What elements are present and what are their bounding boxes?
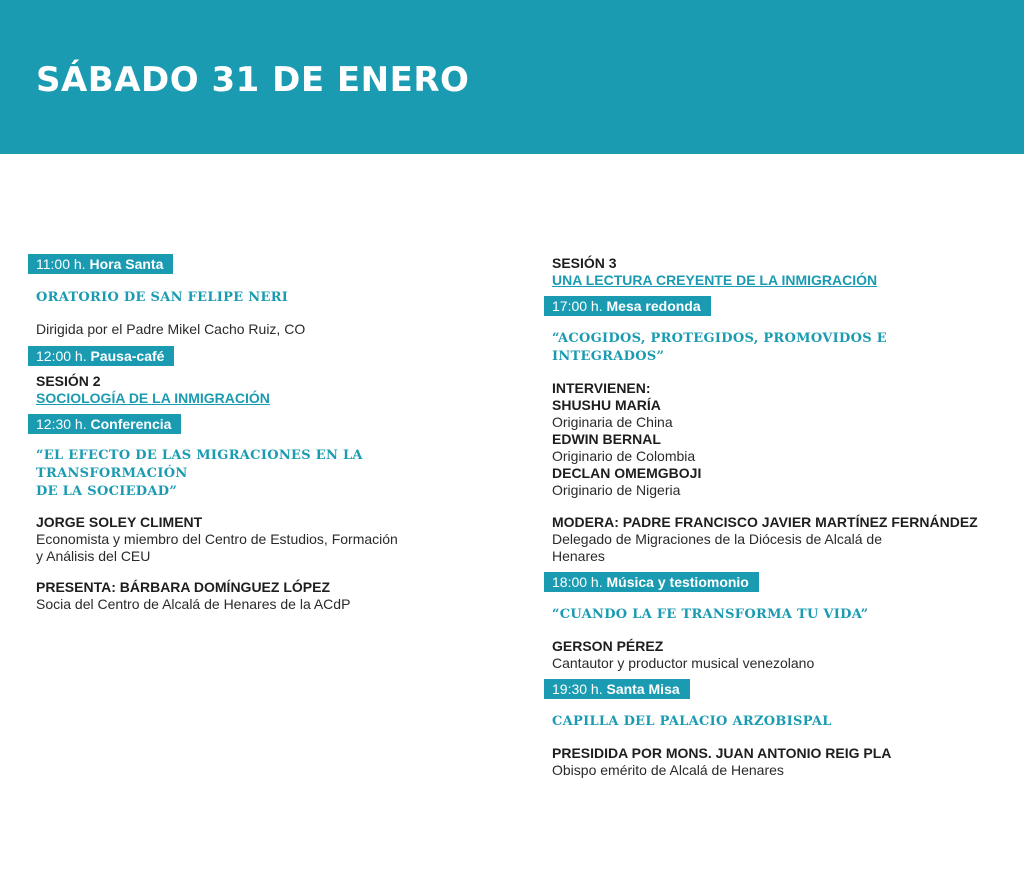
time-badge-1700 bbox=[544, 296, 711, 316]
time-label: Conferencia bbox=[90, 416, 172, 432]
panelist-origin: Originaria de China bbox=[552, 414, 673, 430]
time-badge-1800 bbox=[544, 572, 759, 592]
panelist-name: EDWIN BERNAL bbox=[552, 431, 661, 447]
header-banner bbox=[0, 0, 1024, 154]
time-label: Música y testiomonio bbox=[606, 574, 749, 590]
session-title-link[interactable]: UNA LECTURA CREYENTE DE LA INMIGRACIÓN bbox=[552, 272, 878, 288]
time-badge-1200 bbox=[28, 346, 174, 366]
presenter-role: Socia del Centro de Alcalá de Henares de la ACdP bbox=[36, 596, 351, 612]
celebrant-name: PRESIDIDA POR MONS. JUAN ANTONIO REIG PLA bbox=[552, 745, 892, 761]
round-table-title: “ACOGIDOS, PROTEGIDOS, PROMOVIDOS E INTEGRADOS” bbox=[552, 331, 887, 364]
musician-role: Cantautor y productor musical venezolano bbox=[552, 655, 815, 671]
talk-title-line1: “EL EFECTO DE LAS MIGRACIONES EN LA TRANSFORMACIÓN bbox=[36, 448, 363, 481]
session-label: SESIÓN 2 bbox=[36, 373, 101, 389]
time-label: Hora Santa bbox=[89, 256, 164, 272]
time-value: 18:00 h. bbox=[552, 574, 603, 590]
left-column bbox=[28, 254, 498, 613]
time-value: 19:30 h. bbox=[552, 681, 603, 697]
panel-heading: INTERVIENEN: bbox=[552, 380, 651, 396]
time-badge-1930 bbox=[544, 679, 690, 699]
musician-name: GERSON PÉREZ bbox=[552, 638, 664, 654]
session-title-link[interactable]: SOCIOLOGÍA DE LA INMIGRACIÓN bbox=[36, 390, 270, 406]
mass-venue: CAPILLA DEL PALACIO ARZOBISPAL bbox=[552, 714, 832, 729]
time-badge-1100 bbox=[28, 254, 173, 274]
venue-description: Dirigida por el Padre Mikel Cacho Ruiz, CO bbox=[36, 321, 306, 337]
right-column bbox=[544, 255, 1004, 779]
music-title: “CUANDO LA FE TRANSFORMA TU VIDA” bbox=[552, 607, 869, 622]
celebrant-role: Obispo emérito de Alcalá de Henares bbox=[552, 762, 784, 778]
time-value: 11:00 h. bbox=[36, 256, 86, 272]
time-label: Mesa redonda bbox=[606, 298, 701, 314]
venue-title: ORATORIO DE SAN FELIPE NERI bbox=[36, 290, 289, 305]
panelist-name: SHUSHU MARÍA bbox=[552, 397, 661, 413]
moderator-role-line2: Henares bbox=[552, 548, 605, 564]
moderator-role-line1: Delegado de Migraciones de la Diócesis de Alcalá de bbox=[552, 531, 882, 547]
presenter-name: PRESENTA: BÁRBARA DOMÍNGUEZ LÓPEZ bbox=[36, 579, 330, 595]
speaker-name: JORGE SOLEY CLIMENT bbox=[36, 514, 203, 530]
panelist-origin: Originario de Nigeria bbox=[552, 482, 681, 498]
time-value: 17:00 h. bbox=[552, 298, 603, 314]
moderator-name: MODERA: PADRE FRANCISCO JAVIER MARTÍNEZ FERNÁNDEZ bbox=[552, 514, 978, 530]
time-value: 12:00 h. bbox=[36, 348, 87, 364]
speaker-role-line2: y Análisis del CEU bbox=[36, 548, 151, 564]
speaker-role-line1: Economista y miembro del Centro de Estudios, Formación bbox=[36, 531, 398, 547]
time-badge-1230 bbox=[28, 414, 181, 434]
talk-title-line2: DE LA SOCIEDAD” bbox=[36, 484, 178, 499]
panelist-origin: Originario de Colombia bbox=[552, 448, 696, 464]
time-label: Pausa-café bbox=[90, 348, 165, 364]
time-value: 12:30 h. bbox=[36, 416, 87, 432]
session-label: SESIÓN 3 bbox=[552, 255, 617, 271]
page-title: SÁBADO 31 DE ENERO bbox=[36, 60, 470, 100]
panelist-name: DECLAN OMEMGBOJI bbox=[552, 465, 702, 481]
time-label: Santa Misa bbox=[606, 681, 680, 697]
